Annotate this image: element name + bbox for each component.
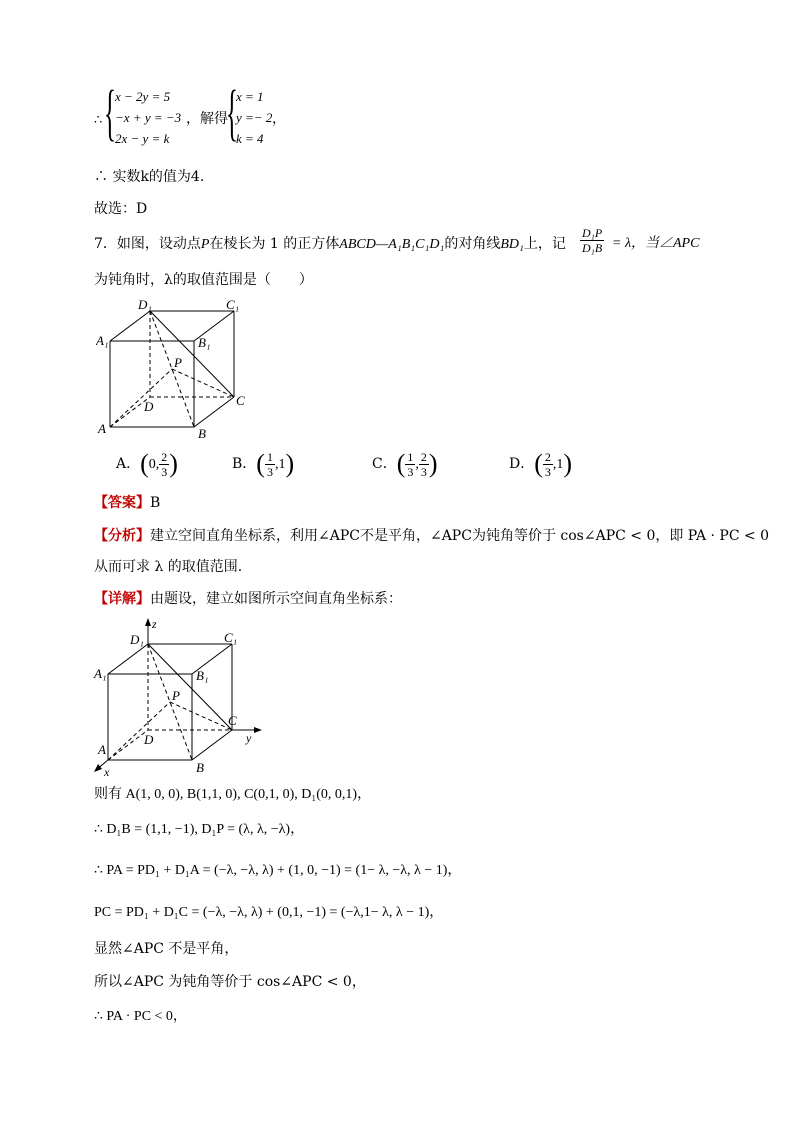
paren-close: )	[563, 449, 573, 478]
cube-axes-figure	[92, 614, 272, 780]
option-a[interactable]: A．(0, $\frac{2}{3}$ )	[116, 449, 178, 479]
k-value-line: ∴ 实数k的值为4．	[94, 169, 214, 185]
q7-diagonal: BD₁	[500, 237, 524, 252]
label-d1: D₁	[130, 632, 144, 647]
equation-row: 2x − y = k	[115, 131, 170, 146]
paren-open: (	[396, 449, 406, 478]
option-label: B．	[232, 456, 257, 472]
label-c1: C₁	[226, 297, 240, 312]
question-7-line1	[94, 237, 566, 252]
vector-line-3: PC = PD₁ + D₁C = (−λ, −λ, λ) + (0,1, −1) = (−λ,1− λ, λ − 1)，	[94, 905, 444, 920]
comma: ，	[272, 111, 286, 127]
answer-tag: 【答案】	[94, 495, 150, 511]
option-upper-fraction	[159, 450, 169, 479]
analysis-tag: 【分析】	[94, 528, 150, 544]
label-b1: B₁	[196, 668, 209, 683]
paren-close: )	[169, 449, 178, 478]
equation-row: −x + y = −3	[115, 110, 182, 125]
numerator: 2	[544, 449, 551, 464]
detail-tag: 【详解】	[94, 591, 150, 607]
denominator: 3	[266, 464, 273, 479]
coords-line: 则有 A(1, 0, 0), B(1,1, 0), C(0,1, 0), D₁(0, 0,1)，	[94, 787, 372, 802]
solution-row: x = 1	[236, 89, 264, 104]
label-a: A	[98, 421, 106, 436]
label-b: B	[196, 760, 204, 775]
option-lower: 0	[148, 457, 156, 472]
numerator: 2	[161, 449, 168, 464]
axis-x-label: x	[104, 765, 110, 779]
paren-open: (	[256, 449, 265, 478]
option-b[interactable]: B．( $\frac{1}{3}$ ,1)	[232, 449, 295, 479]
option-label: A．	[116, 456, 141, 472]
paren-close: )	[428, 449, 438, 478]
option-upper: 1	[278, 457, 286, 472]
option-upper: 1	[556, 457, 564, 472]
answer-line	[94, 496, 160, 510]
option-c[interactable]: C．( $\frac{1}{3}$ , $\frac{2}{3}$ )	[372, 449, 438, 479]
option-upper-fraction	[419, 450, 429, 479]
label-p: P	[172, 688, 180, 703]
numerator: 1	[266, 449, 273, 464]
label-p: P	[174, 355, 182, 370]
denominator: 3	[544, 464, 551, 479]
therefore-symbol: ∴	[94, 112, 103, 127]
q7-prefix: 7．如图，设动点	[94, 236, 201, 252]
solution-system	[236, 86, 272, 149]
axis-y-label: y	[246, 731, 252, 745]
label-c1: C₁	[224, 630, 238, 645]
q7-point-p: P	[200, 237, 210, 252]
option-lower-fraction	[265, 450, 275, 479]
label-a1: A₁	[94, 666, 107, 681]
equation-system	[115, 86, 181, 149]
paren-close: )	[285, 449, 295, 478]
label-c: C	[236, 393, 245, 408]
lambda-fraction	[580, 226, 604, 255]
detail-text: 由题设，建立如图所示空间直角坐标系：	[150, 591, 402, 607]
numerator: 2	[420, 449, 427, 464]
answer-value: B	[150, 495, 161, 511]
numerator: 1	[407, 449, 414, 464]
option-lower-fraction	[543, 450, 553, 479]
fraction-numerator: D₁P	[582, 226, 603, 240]
axis-z-label: z	[152, 617, 157, 631]
label-d: D	[144, 399, 154, 414]
analysis-line	[94, 529, 769, 543]
label-c: C	[228, 713, 237, 728]
dot-product-line: ∴ PA · PC < 0，	[94, 1009, 187, 1024]
label-a1: A₁	[96, 333, 109, 348]
denominator: 3	[407, 464, 414, 479]
option-label: D．	[509, 456, 535, 472]
label-a: A	[98, 742, 106, 757]
q7-mid2: 的对角线	[444, 236, 501, 252]
fraction-denominator: D₁B	[582, 241, 603, 255]
label-d1: D₁	[138, 297, 152, 312]
solve-text: ，解得	[186, 111, 228, 127]
paren-open: (	[534, 449, 543, 478]
analysis-text: 建立空间直角坐标系，利用∠APC不是平角，∠APC为钝角等价于 cos∠APC < 0，即 PA · PC < 0	[150, 528, 770, 544]
q7-cube: ABCD—A₁B₁C₁D₁	[339, 237, 445, 252]
q7-equals: = λ，当∠APC	[612, 236, 700, 251]
solution-row: y =− 2	[236, 110, 273, 125]
paren-open: (	[140, 449, 149, 478]
question-7-line2: 为钝角时，λ的取值范围是（ ）	[94, 272, 313, 288]
denominator: 3	[161, 464, 168, 479]
label-d: D	[144, 732, 154, 747]
q7-mid3: 上，记	[523, 236, 566, 252]
option-label: C．	[372, 456, 397, 472]
q7-mid1: 在棱长为 1 的正方体	[209, 236, 340, 252]
label-b: B	[198, 426, 206, 440]
obtuse-condition-line: 所以∠APC 为钝角等价于 cos∠APC < 0，	[94, 974, 366, 990]
left-brace: {	[104, 79, 116, 147]
equation-row: x − 2y = 5	[115, 89, 171, 104]
denominator: 3	[420, 464, 427, 479]
choose-d-line: 故选：D	[94, 201, 148, 217]
solution-row: k = 4	[236, 131, 264, 146]
option-lower-fraction	[405, 450, 415, 479]
not-straight-angle-line: 显然∠APC 不是平角，	[94, 941, 239, 957]
analysis-line2: 从而可求 λ 的取值范围.	[94, 559, 243, 575]
detail-line	[94, 592, 402, 606]
label-b1: B₁	[198, 335, 211, 350]
cube-figure	[96, 295, 256, 440]
option-d[interactable]: D．( $\frac{2}{3}$ ,1)	[509, 449, 573, 479]
vector-line-1: ∴ D₁B = (1,1, −1), D₁P = (λ, λ, −λ)，	[94, 822, 305, 837]
vector-line-2: ∴ PA = PD₁ + D₁A = (−λ, −λ, λ) + (1, 0, −1) = (1− λ, −λ, λ − 1)，	[94, 863, 462, 878]
left-brace: {	[226, 79, 238, 147]
